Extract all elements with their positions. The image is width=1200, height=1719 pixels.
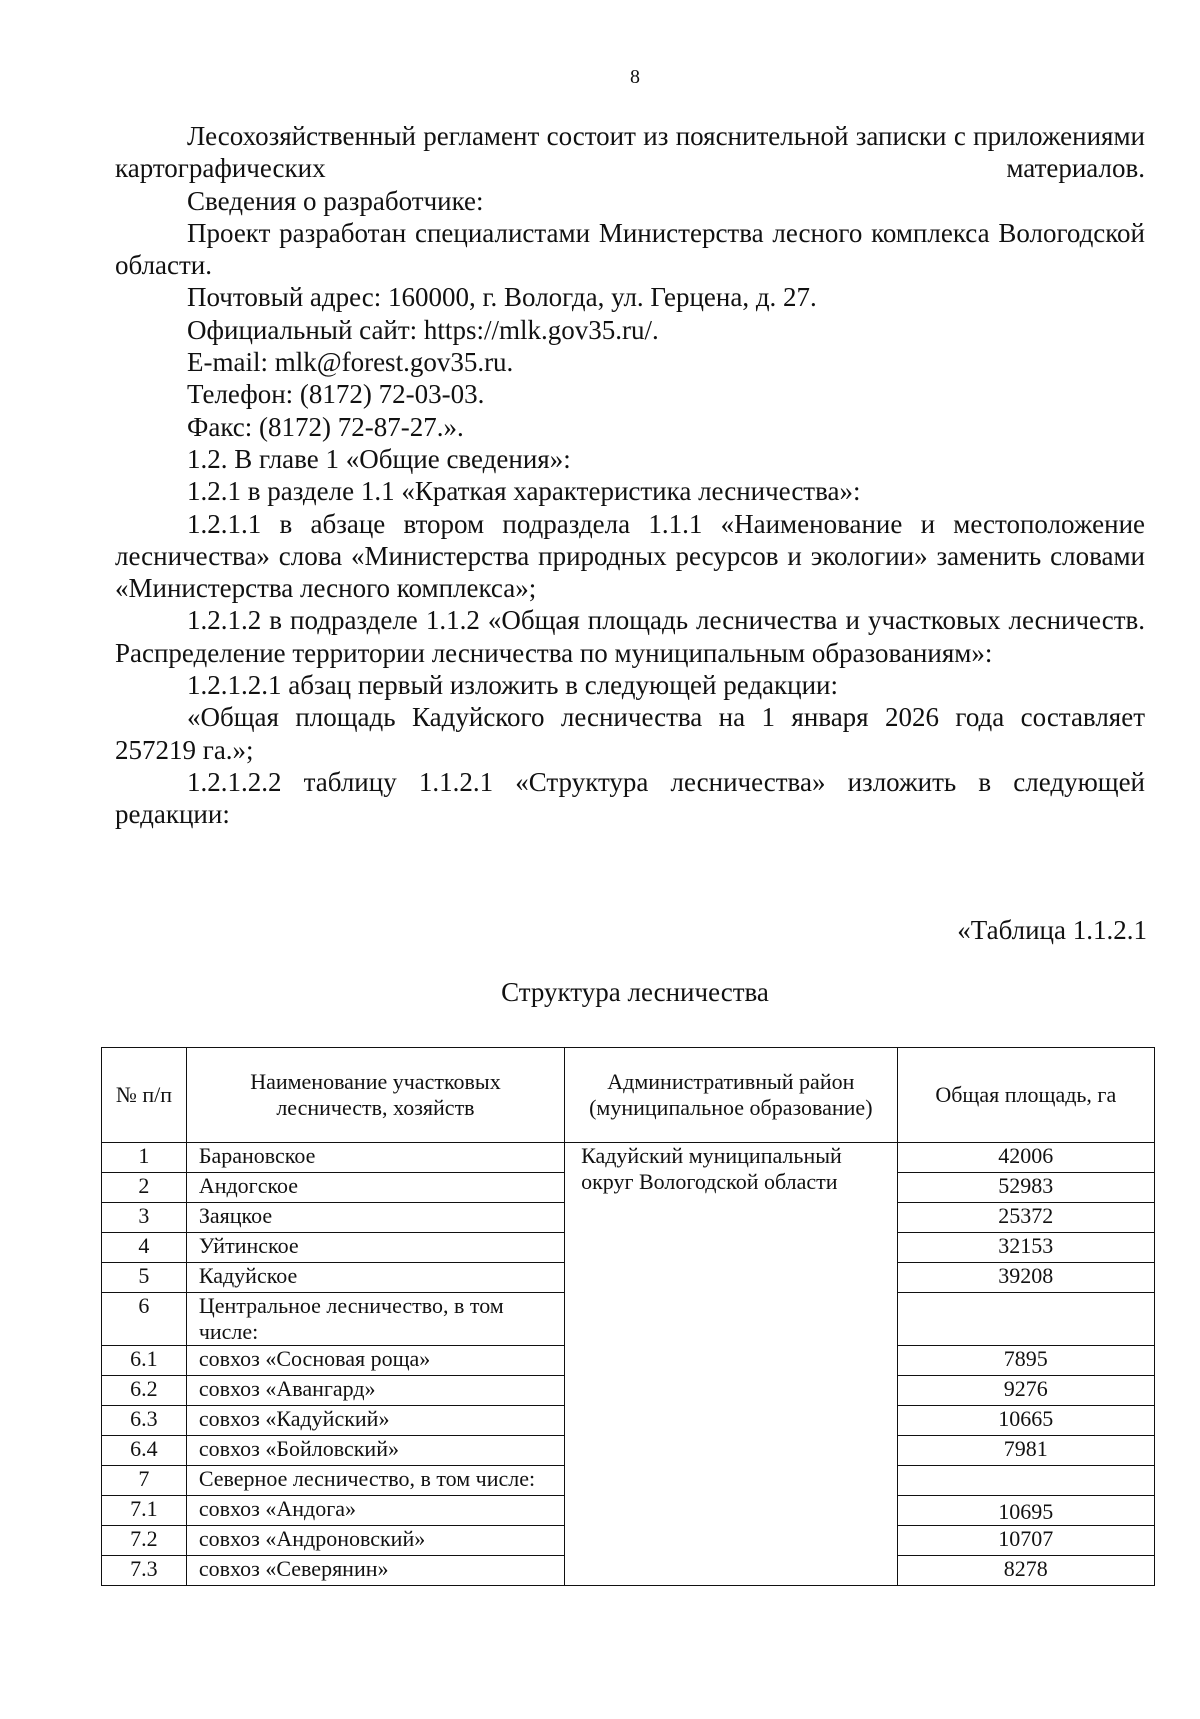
paragraph-1-2-1-1: 1.2.1.1 в абзаце втором подраздела 1.1.1 «Наименование и местоположение лесничества» слова «Министерства природных ресурсов и экологии» заменить словами «Министерства лесного комплекса»; [115, 508, 1145, 604]
cell-area: 42006 [897, 1143, 1154, 1173]
document-body [115, 120, 1145, 831]
cell-area: 39208 [897, 1263, 1154, 1293]
cell-area: 10707 [897, 1526, 1154, 1556]
page-number: 8 [630, 66, 640, 88]
cell-name: Кадуйское [186, 1263, 564, 1293]
paragraph-regulation-composition: Лесохозяйственный регламент состоит из пояснительной записки с приложениями картографических материалов. [115, 121, 1145, 184]
cell-num: 1 [102, 1143, 187, 1173]
paragraph-website: Официальный сайт: https://mlk.gov35.ru/. [187, 314, 659, 345]
cell-num: 6 [102, 1293, 187, 1346]
paragraph-chapter-1: 1.2. В главе 1 «Общие сведения»: [187, 443, 571, 474]
cell-num: 7.2 [102, 1526, 187, 1556]
header-num: № п/п [102, 1048, 187, 1143]
cell-name: Андогское [186, 1173, 564, 1203]
cell-district: Кадуйский муниципальный округ Вологодской области [565, 1143, 898, 1586]
header-name: Наименование участковых лесничеств, хозяйств [186, 1048, 564, 1143]
cell-name: Барановское [186, 1143, 564, 1173]
cell-area: 9276 [897, 1376, 1154, 1406]
paragraph-postal-address: Почтовый адрес: 160000, г. Вологда, ул. Герцена, д. 27. [187, 282, 817, 313]
paragraph-1-2-1-2-1: 1.2.1.2.1 абзац первый изложить в следующей редакции: [187, 670, 839, 701]
table-reference: «Таблица 1.1.2.1 [957, 915, 1147, 945]
header-area: Общая площадь, га [897, 1048, 1154, 1143]
cell-area: 10695 [897, 1496, 1154, 1526]
table-header-row [102, 1048, 1155, 1143]
cell-name: совхоз «Сосновая роща» [186, 1346, 564, 1376]
cell-name: совхоз «Андога» [186, 1496, 564, 1526]
cell-num: 6.3 [102, 1406, 187, 1436]
paragraph-phone: Телефон: (8172) 72-03-03. [187, 379, 485, 410]
cell-area: 7981 [897, 1436, 1154, 1466]
paragraph-1-2-1-2-2: 1.2.1.2.2 таблицу 1.1.2.1 «Структура лесничества» изложить в следующей редакции: [115, 766, 1145, 830]
paragraph-developer: Проект разработан специалистами Министерства лесного комплекса Вологодской области. [115, 217, 1145, 281]
paragraph-email: E-mail: mlk@forest.gov35.ru. [187, 347, 514, 378]
cell-area: 7895 [897, 1346, 1154, 1376]
cell-num: 2 [102, 1173, 187, 1203]
cell-area [897, 1293, 1154, 1346]
cell-num: 4 [102, 1233, 187, 1263]
cell-num: 6.1 [102, 1346, 187, 1376]
paragraph-1-2-1-2: 1.2.1.2 в подразделе 1.1.2 «Общая площадь лесничества и участковых лесничеств. Распределение территории лесничества по муниципальным образованиям»: [115, 605, 1145, 668]
cell-num: 3 [102, 1203, 187, 1233]
cell-num: 6.4 [102, 1436, 187, 1466]
cell-area: 32153 [897, 1233, 1154, 1263]
cell-name: совхоз «Андроновский» [186, 1526, 564, 1556]
cell-num: 6.2 [102, 1376, 187, 1406]
table-row [102, 1143, 1155, 1173]
table-body [102, 1143, 1155, 1586]
cell-name: Уйтинское [186, 1233, 564, 1263]
cell-name: Северное лесничество, в том числе: [186, 1466, 564, 1496]
cell-name: Заяцкое [186, 1203, 564, 1233]
cell-area: 10665 [897, 1406, 1154, 1436]
cell-name: совхоз «Бойловский» [186, 1436, 564, 1466]
cell-num: 5 [102, 1263, 187, 1293]
cell-num: 7.1 [102, 1496, 187, 1526]
cell-area [897, 1466, 1154, 1496]
cell-num: 7.3 [102, 1556, 187, 1586]
cell-area: 25372 [897, 1203, 1154, 1233]
table-title: Структура лесничества [501, 977, 769, 1007]
cell-area: 8278 [897, 1556, 1154, 1586]
header-district: Административный район (муниципальное образование) [565, 1048, 898, 1143]
paragraph-total-area: «Общая площадь Кадуйского лесничества на 1 января 2026 года составляет 257219 га.»; [115, 702, 1145, 765]
cell-num: 7 [102, 1466, 187, 1496]
forestry-structure-table [101, 1047, 1155, 1586]
cell-name: Центральное лесничество, в том числе: [186, 1293, 564, 1346]
cell-name: совхоз «Северянин» [186, 1556, 564, 1586]
paragraph-fax: Факс: (8172) 72-87-27.». [187, 411, 464, 442]
paragraph-section-1-1: 1.2.1 в разделе 1.1 «Краткая характеристика лесничества»: [187, 476, 861, 507]
cell-name: совхоз «Авангард» [186, 1376, 564, 1406]
cell-name: совхоз «Кадуйский» [186, 1406, 564, 1436]
paragraph-developer-info: Сведения о разработчике: [187, 185, 484, 216]
cell-area: 52983 [897, 1173, 1154, 1203]
